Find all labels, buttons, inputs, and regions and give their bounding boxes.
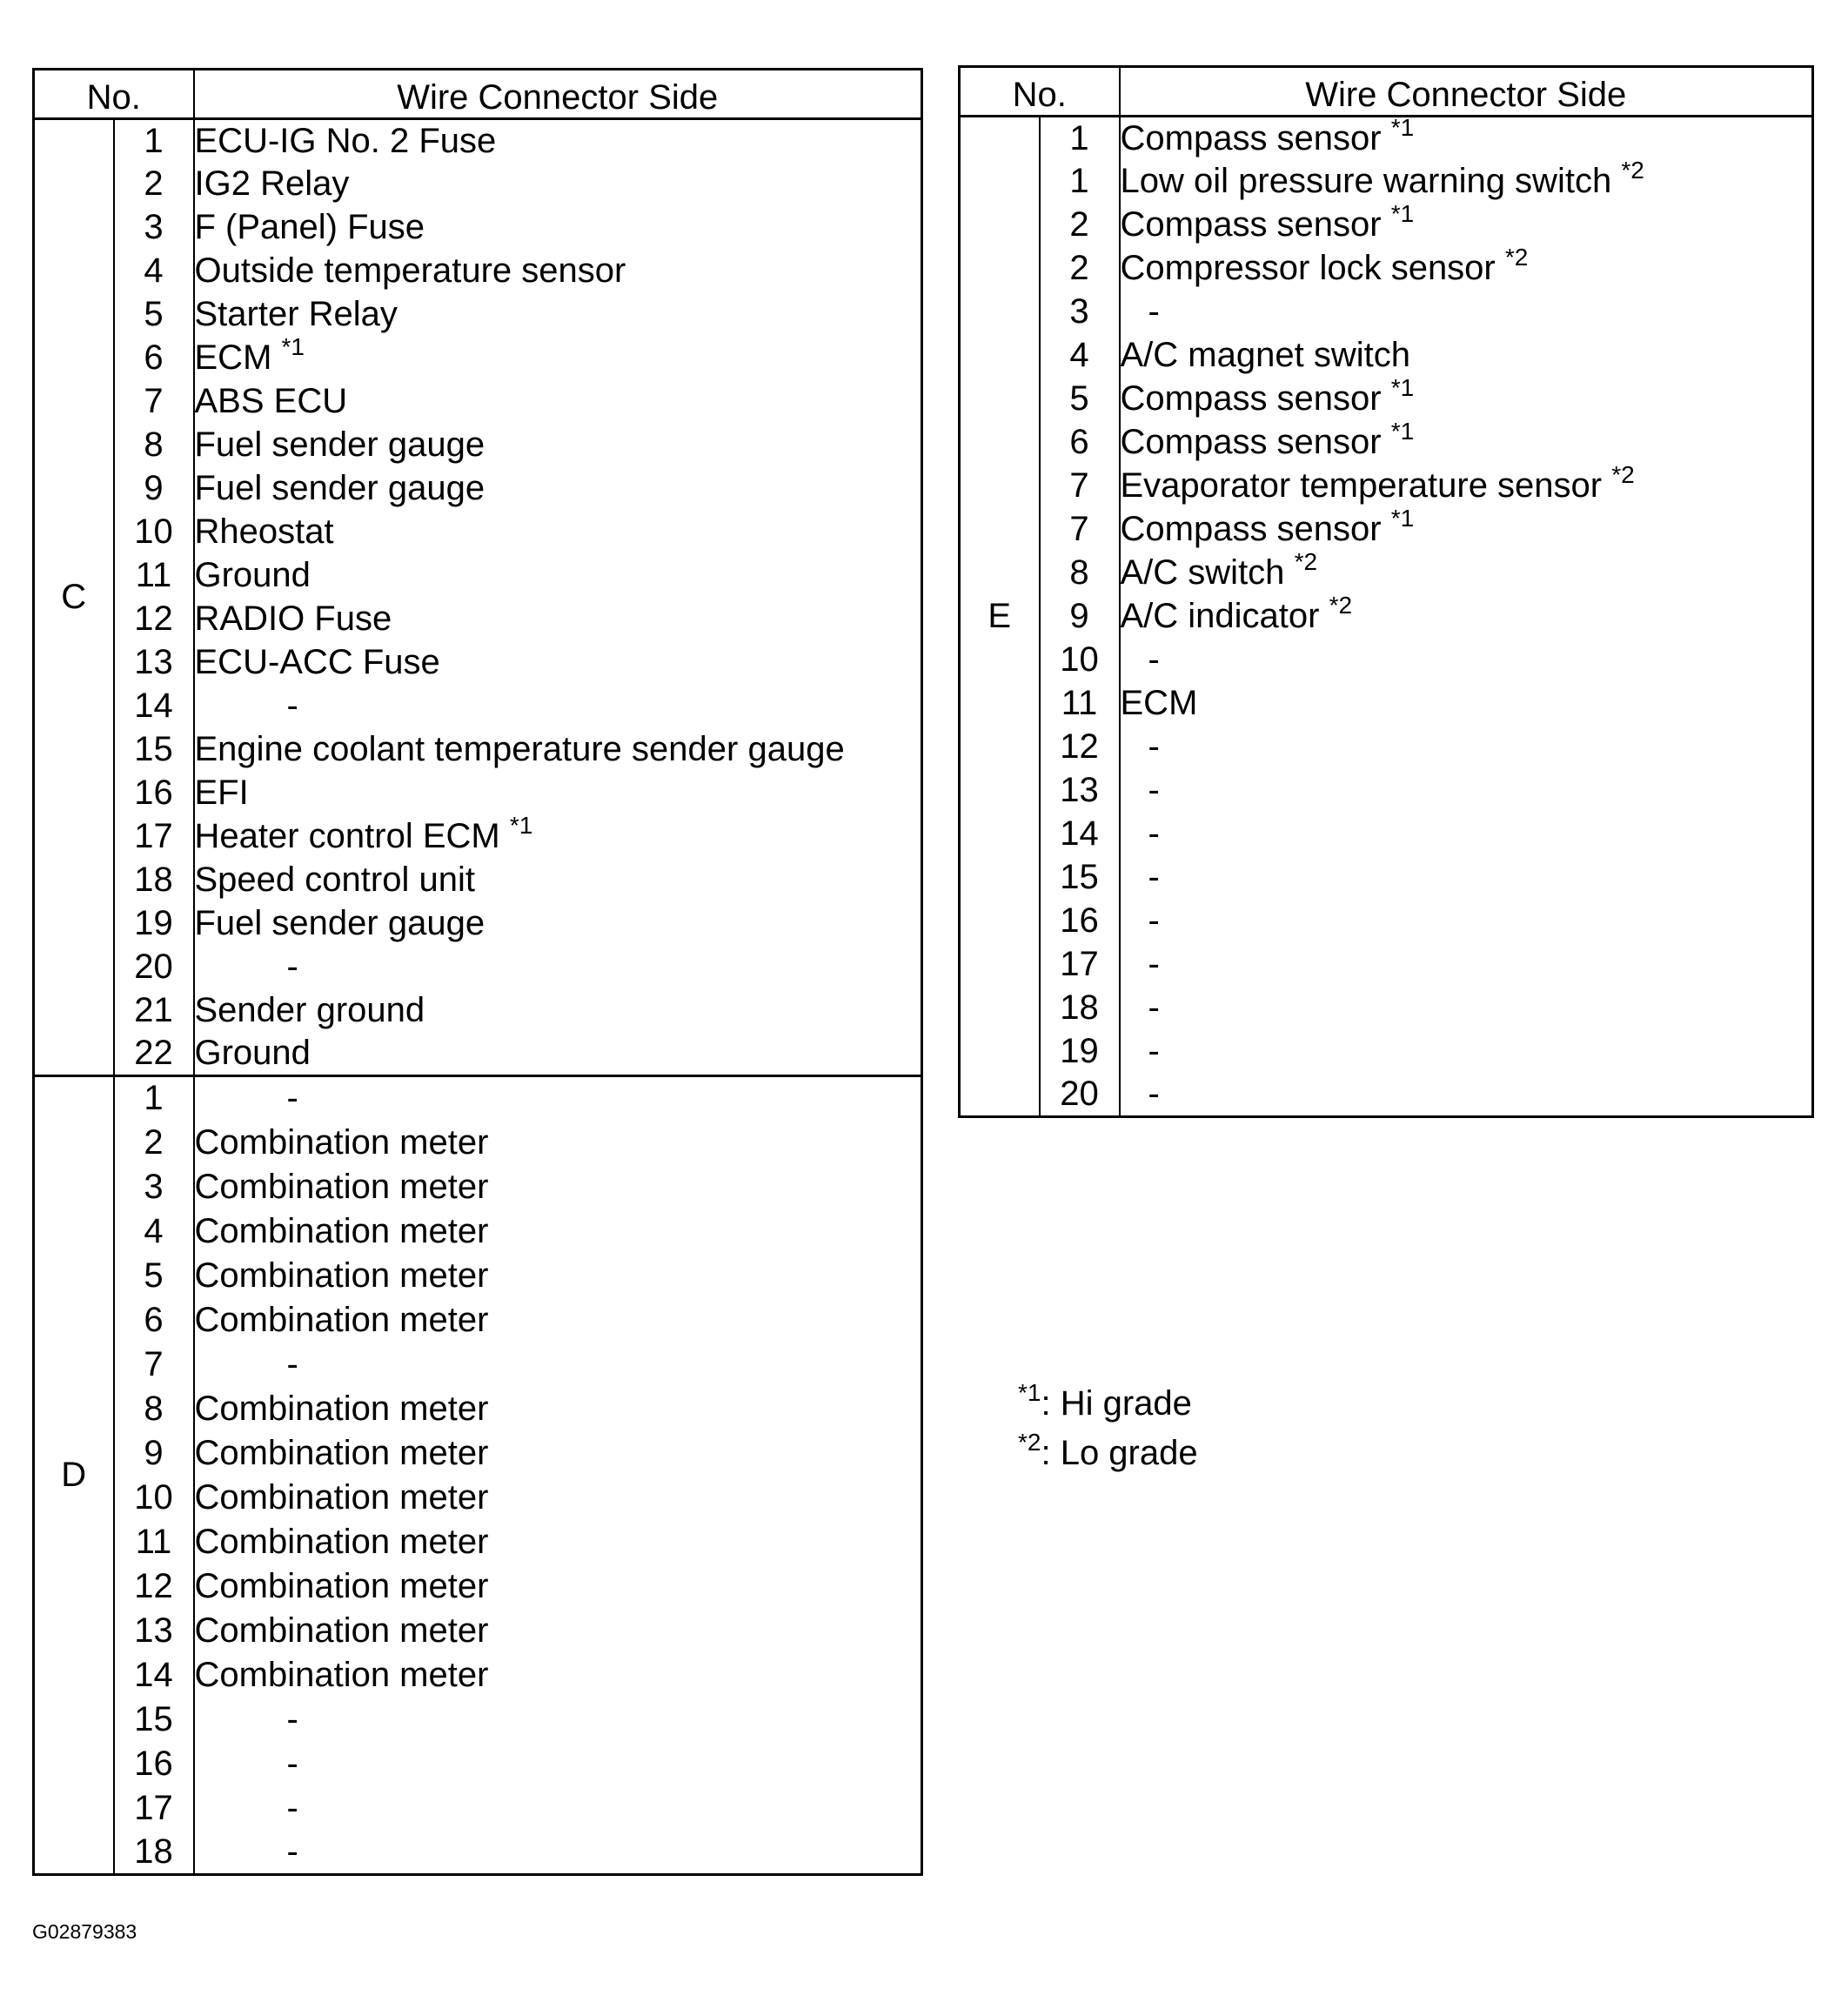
pin-row (34, 1121, 922, 1165)
pin-number: 18 (1040, 987, 1120, 1030)
pin-number: 18 (114, 1831, 194, 1875)
pin-number: 12 (1040, 726, 1120, 769)
connector-table-right (958, 65, 1814, 1118)
pin-description-text: - (1148, 858, 1160, 896)
pin-description (194, 812, 922, 859)
pin-description-text: Compressor lock sensor (1120, 249, 1496, 287)
pin-description-text: Combination meter (194, 1522, 489, 1561)
pin-description (1120, 726, 1813, 769)
pin-number: 13 (1040, 769, 1120, 813)
pin-description (194, 1254, 922, 1298)
pin-number: 20 (114, 946, 194, 989)
pin-description (194, 293, 922, 337)
pin-number: 6 (114, 337, 194, 380)
pin-description (1120, 900, 1813, 943)
pin-row (34, 1698, 922, 1742)
pin-row (34, 946, 922, 989)
pin-row (960, 1074, 1813, 1117)
pin-description (194, 1076, 922, 1121)
pin-row (960, 1030, 1813, 1074)
pin-description (194, 598, 922, 641)
pin-number: 14 (1040, 813, 1120, 856)
pin-row (34, 685, 922, 728)
pin-description-text: - (286, 1079, 298, 1118)
pin-description-text: - (1148, 771, 1160, 809)
pin-description (1120, 418, 1813, 465)
pin-description (1120, 769, 1813, 813)
pin-description-text: Combination meter (194, 1389, 489, 1428)
pin-row (960, 291, 1813, 334)
pin-row (34, 1609, 922, 1653)
footnotes (1018, 1379, 1198, 1478)
pin-description-text: - (286, 1788, 298, 1827)
pin-row (34, 1742, 922, 1786)
pin-description-text: - (1148, 292, 1160, 331)
pin-description-text: Fuel sender gauge (194, 425, 485, 464)
pin-row (960, 900, 1813, 943)
pin-row (960, 160, 1813, 204)
pin-number: 17 (114, 1786, 194, 1831)
grade-note-mark: *1 (281, 333, 305, 360)
wire-connector-side-header: Wire Connector Side (194, 70, 922, 119)
pin-row (34, 1831, 922, 1875)
pin-description-text: Combination meter (194, 1300, 489, 1339)
pin-row (34, 424, 922, 467)
pin-description-text: - (1148, 901, 1160, 940)
pin-description-text: Compass sensor (1120, 118, 1382, 157)
pin-row (960, 987, 1813, 1030)
pin-row (34, 1076, 922, 1121)
grade-note-mark: *2 (1621, 157, 1644, 184)
pin-row (960, 421, 1813, 465)
pin-description (194, 467, 922, 511)
pin-description-text: Sender ground (194, 991, 425, 1029)
pin-description-text: A/C magnet switch (1120, 336, 1410, 374)
pin-row (960, 769, 1813, 813)
pin-description (194, 380, 922, 424)
pin-description-text: - (1148, 945, 1160, 983)
pin-description (194, 1343, 922, 1387)
pin-description (1120, 639, 1813, 682)
pin-description-text: - (1148, 988, 1160, 1027)
pin-description (194, 728, 922, 772)
grade-note-mark: *1 (1390, 200, 1415, 227)
pin-description-text: Compass sensor (1120, 379, 1382, 418)
pin-row (34, 1431, 922, 1476)
pin-description (194, 554, 922, 598)
pin-number: 3 (1040, 291, 1120, 334)
pin-number: 21 (114, 989, 194, 1033)
pin-description (1120, 291, 1813, 334)
no-column-header: No. (34, 70, 194, 119)
pin-number: 5 (114, 293, 194, 337)
pin-description-text: Combination meter (194, 1122, 489, 1162)
pin-description (1120, 200, 1813, 247)
grade-note-mark: *1 (1390, 418, 1415, 445)
pin-description-text: Evaporator temperature sensor (1120, 466, 1603, 505)
pin-description (194, 250, 922, 293)
pin-description (194, 1564, 922, 1609)
pin-row (960, 726, 1813, 769)
pin-row (34, 1254, 922, 1298)
pin-description-text: Heater control ECM (194, 817, 500, 855)
pin-number: 9 (114, 1431, 194, 1476)
pin-description (194, 1520, 922, 1564)
pin-row (960, 552, 1813, 595)
pin-row (34, 728, 922, 772)
pin-description-text: A/C switch (1120, 553, 1285, 592)
footnote-hi-grade: $^{*1}$: Hi grade (1018, 1379, 1192, 1423)
pin-row (34, 1209, 922, 1254)
connector-group-label: E (960, 117, 1040, 1117)
pin-description-text: - (286, 1744, 298, 1783)
pin-description-text: F (Panel) Fuse (194, 208, 425, 246)
pin-number: 9 (1040, 595, 1120, 639)
pin-number: 7 (1040, 465, 1120, 508)
pin-description (1120, 374, 1813, 421)
pin-number: 7 (114, 1343, 194, 1387)
pin-description (194, 1742, 922, 1786)
pin-description-text: - (286, 686, 298, 725)
pin-number: 19 (114, 902, 194, 946)
pin-description (1120, 461, 1813, 508)
pin-number: 4 (1040, 334, 1120, 378)
pin-description-text: Low oil pressure warning switch (1120, 162, 1612, 200)
pin-description-text: - (1148, 727, 1160, 766)
pin-description (194, 946, 922, 989)
pin-number: 9 (114, 467, 194, 511)
pin-number: 11 (1040, 682, 1120, 726)
pin-number: 10 (114, 511, 194, 554)
pin-description (194, 1786, 922, 1831)
pin-row (34, 1653, 922, 1698)
pin-row (34, 206, 922, 250)
pin-description (194, 424, 922, 467)
footnote-lo-grade: $^{*2}$: Lo grade (1018, 1429, 1198, 1472)
pin-description-text: - (1148, 814, 1160, 853)
pin-number: 17 (1040, 943, 1120, 987)
pin-number: 12 (114, 598, 194, 641)
pin-row (34, 337, 922, 380)
pin-description (1120, 113, 1813, 160)
pin-description (194, 1609, 922, 1653)
pin-description-text: ECM (1120, 684, 1198, 722)
pin-row (960, 639, 1813, 682)
pin-description-text: Combination meter (194, 1167, 489, 1206)
pin-description (194, 1476, 922, 1520)
pin-description (1120, 548, 1813, 595)
connector-group-label: D (34, 1076, 114, 1875)
pin-description-text: - (1148, 1075, 1160, 1114)
pin-row (960, 117, 1813, 160)
grade-note-mark: *2 (1294, 548, 1318, 575)
pin-description-text: Combination meter (194, 1256, 489, 1295)
pin-description-text: Fuel sender gauge (194, 469, 485, 507)
pin-description-text: Engine coolant temperature sender gauge (194, 730, 845, 768)
pin-number: 14 (114, 1653, 194, 1698)
pin-row (960, 813, 1813, 856)
grade-note-mark: *2 (1611, 461, 1635, 488)
pin-row (34, 989, 922, 1033)
pin-description (194, 511, 922, 554)
pin-description (1120, 856, 1813, 900)
pin-row (34, 511, 922, 554)
figure-code: G02879383 (32, 1920, 137, 1943)
pin-number: 13 (114, 641, 194, 685)
pin-number: 7 (114, 380, 194, 424)
grade-note-mark: *1 (1390, 505, 1415, 532)
pin-description (194, 206, 922, 250)
pin-description-text: Compass sensor (1120, 423, 1382, 461)
pin-description (1120, 1030, 1813, 1074)
pin-number: 16 (114, 772, 194, 815)
pin-row (960, 465, 1813, 508)
pin-row (34, 1033, 922, 1076)
pin-row (34, 1298, 922, 1343)
pin-number: 12 (114, 1564, 194, 1609)
wire-connector-side-header: Wire Connector Side (1120, 67, 1813, 117)
pin-description-text: - (1148, 1032, 1160, 1070)
pin-number: 6 (1040, 421, 1120, 465)
pin-description-text: ECU-IG No. 2 Fuse (194, 121, 497, 160)
pin-number: 16 (1040, 900, 1120, 943)
pin-description-text: Fuel sender gauge (194, 904, 485, 942)
pin-row (960, 595, 1813, 639)
pin-description-text: A/C indicator (1120, 597, 1320, 635)
pin-description (194, 163, 922, 206)
pin-description (194, 989, 922, 1033)
pin-description (194, 333, 922, 380)
pin-description (194, 1033, 922, 1076)
pin-description-text: Combination meter (194, 1611, 489, 1650)
pin-row (960, 856, 1813, 900)
pin-description-text: Rheostat (194, 512, 334, 551)
pin-row (34, 293, 922, 337)
pin-description-text: Speed control unit (194, 861, 475, 899)
pin-number: 7 (1040, 508, 1120, 552)
pin-description (194, 1298, 922, 1343)
pin-number: 8 (1040, 552, 1120, 595)
pin-description-text: Ground (194, 556, 311, 594)
pin-number: 3 (114, 206, 194, 250)
grade-note-mark: *1 (1390, 113, 1415, 141)
pin-description (1120, 987, 1813, 1030)
grade-note-mark: *2 (1329, 592, 1353, 619)
pin-description-text: ABS ECU (194, 382, 348, 420)
pin-description (1120, 1074, 1813, 1117)
pin-description-text: Combination meter (194, 1566, 489, 1605)
pin-description (194, 1698, 922, 1742)
pin-number: 1 (1040, 160, 1120, 204)
pin-description (194, 1121, 922, 1165)
grade-note-mark: *2 (1504, 244, 1529, 271)
pin-description (194, 902, 922, 946)
pin-description (194, 1165, 922, 1209)
pin-description-text: Outside temperature sensor (194, 251, 626, 290)
pin-number: 5 (114, 1254, 194, 1298)
pin-description (194, 1653, 922, 1698)
pin-description (1120, 682, 1813, 726)
pin-description-text: Starter Relay (194, 295, 398, 333)
no-column-header: No. (960, 67, 1120, 117)
pin-description (194, 1431, 922, 1476)
pin-description-text: Combination meter (194, 1477, 489, 1517)
pin-description (1120, 813, 1813, 856)
pin-row (34, 1387, 922, 1431)
pin-row (960, 508, 1813, 552)
pin-number: 13 (114, 1609, 194, 1653)
pin-number: 4 (114, 250, 194, 293)
pin-row (34, 1564, 922, 1609)
pin-row (34, 815, 922, 859)
pin-row (34, 1476, 922, 1520)
pin-description-text: ECU-ACC Fuse (194, 643, 440, 681)
pin-row (34, 1343, 922, 1387)
pin-description (194, 119, 922, 163)
pin-description (1120, 943, 1813, 987)
pin-row (34, 467, 922, 511)
pin-description (194, 641, 922, 685)
pin-description-text: - (286, 1344, 298, 1383)
pin-number: 18 (114, 859, 194, 902)
pin-description (194, 685, 922, 728)
pin-row (960, 204, 1813, 247)
pin-row (960, 682, 1813, 726)
pin-number: 3 (114, 1165, 194, 1209)
pin-description (1120, 592, 1813, 639)
pin-description (194, 1831, 922, 1875)
pin-description-text: RADIO Fuse (194, 599, 392, 638)
connector-table-left (32, 68, 923, 1876)
pin-description (1120, 505, 1813, 552)
pin-description (1120, 244, 1813, 291)
pin-row (34, 119, 922, 163)
pin-number: 22 (114, 1033, 194, 1076)
pin-row (960, 378, 1813, 421)
pin-description-text: IG2 Relay (194, 164, 350, 203)
pin-number: 1 (114, 1076, 194, 1121)
pin-number: 11 (114, 1520, 194, 1564)
pin-description (194, 1387, 922, 1431)
pin-description-text: - (1148, 640, 1160, 679)
pin-number: 2 (114, 1121, 194, 1165)
pin-number: 4 (114, 1209, 194, 1254)
pin-row (34, 902, 922, 946)
pin-description-text: - (286, 1699, 298, 1738)
pin-number: 8 (114, 1387, 194, 1431)
pin-number: 17 (114, 815, 194, 859)
pin-row (34, 250, 922, 293)
pin-number: 2 (1040, 204, 1120, 247)
pin-description-text: EFI (194, 773, 249, 812)
pin-row (34, 1165, 922, 1209)
pin-number: 1 (114, 119, 194, 163)
pin-row (34, 772, 922, 815)
pin-row (34, 598, 922, 641)
pin-number: 1 (1040, 117, 1120, 160)
pin-number: 2 (114, 163, 194, 206)
pin-number: 10 (114, 1476, 194, 1520)
pin-number: 5 (1040, 378, 1120, 421)
grade-note-mark: *1 (509, 812, 533, 839)
pin-number: 2 (1040, 247, 1120, 291)
pin-row (34, 163, 922, 206)
pin-row (960, 943, 1813, 987)
pin-number: 19 (1040, 1030, 1120, 1074)
pin-number: 6 (114, 1298, 194, 1343)
pin-description-text: - (286, 948, 298, 986)
pin-description-text: ECM (194, 338, 272, 377)
pin-description-text: Ground (194, 1034, 311, 1073)
pin-number: 15 (1040, 856, 1120, 900)
pin-row (34, 1786, 922, 1831)
pin-description-text: Compass sensor (1120, 510, 1382, 548)
pin-row (34, 641, 922, 685)
pin-number: 15 (114, 1698, 194, 1742)
pin-number: 14 (114, 685, 194, 728)
pin-description-text: Combination meter (194, 1655, 489, 1694)
pin-description-text: Combination meter (194, 1211, 489, 1250)
pin-description-text: Combination meter (194, 1433, 489, 1472)
pin-description (1120, 157, 1813, 204)
pin-description (194, 1209, 922, 1254)
pin-description (194, 772, 922, 815)
connector-group-label: C (34, 119, 114, 1076)
pin-number: 15 (114, 728, 194, 772)
pin-number: 10 (1040, 639, 1120, 682)
pin-number: 20 (1040, 1074, 1120, 1117)
pin-description-text: - (286, 1832, 298, 1871)
pin-row (34, 380, 922, 424)
pin-description-text: Compass sensor (1120, 205, 1382, 244)
grade-note-mark: *1 (1390, 374, 1415, 401)
pin-number: 8 (114, 424, 194, 467)
pin-number: 16 (114, 1742, 194, 1786)
pin-description (1120, 334, 1813, 378)
pin-row (960, 334, 1813, 378)
pin-row (34, 1520, 922, 1564)
pin-row (960, 247, 1813, 291)
pin-row (34, 554, 922, 598)
pin-description (194, 859, 922, 902)
pin-number: 11 (114, 554, 194, 598)
pin-row (34, 859, 922, 902)
